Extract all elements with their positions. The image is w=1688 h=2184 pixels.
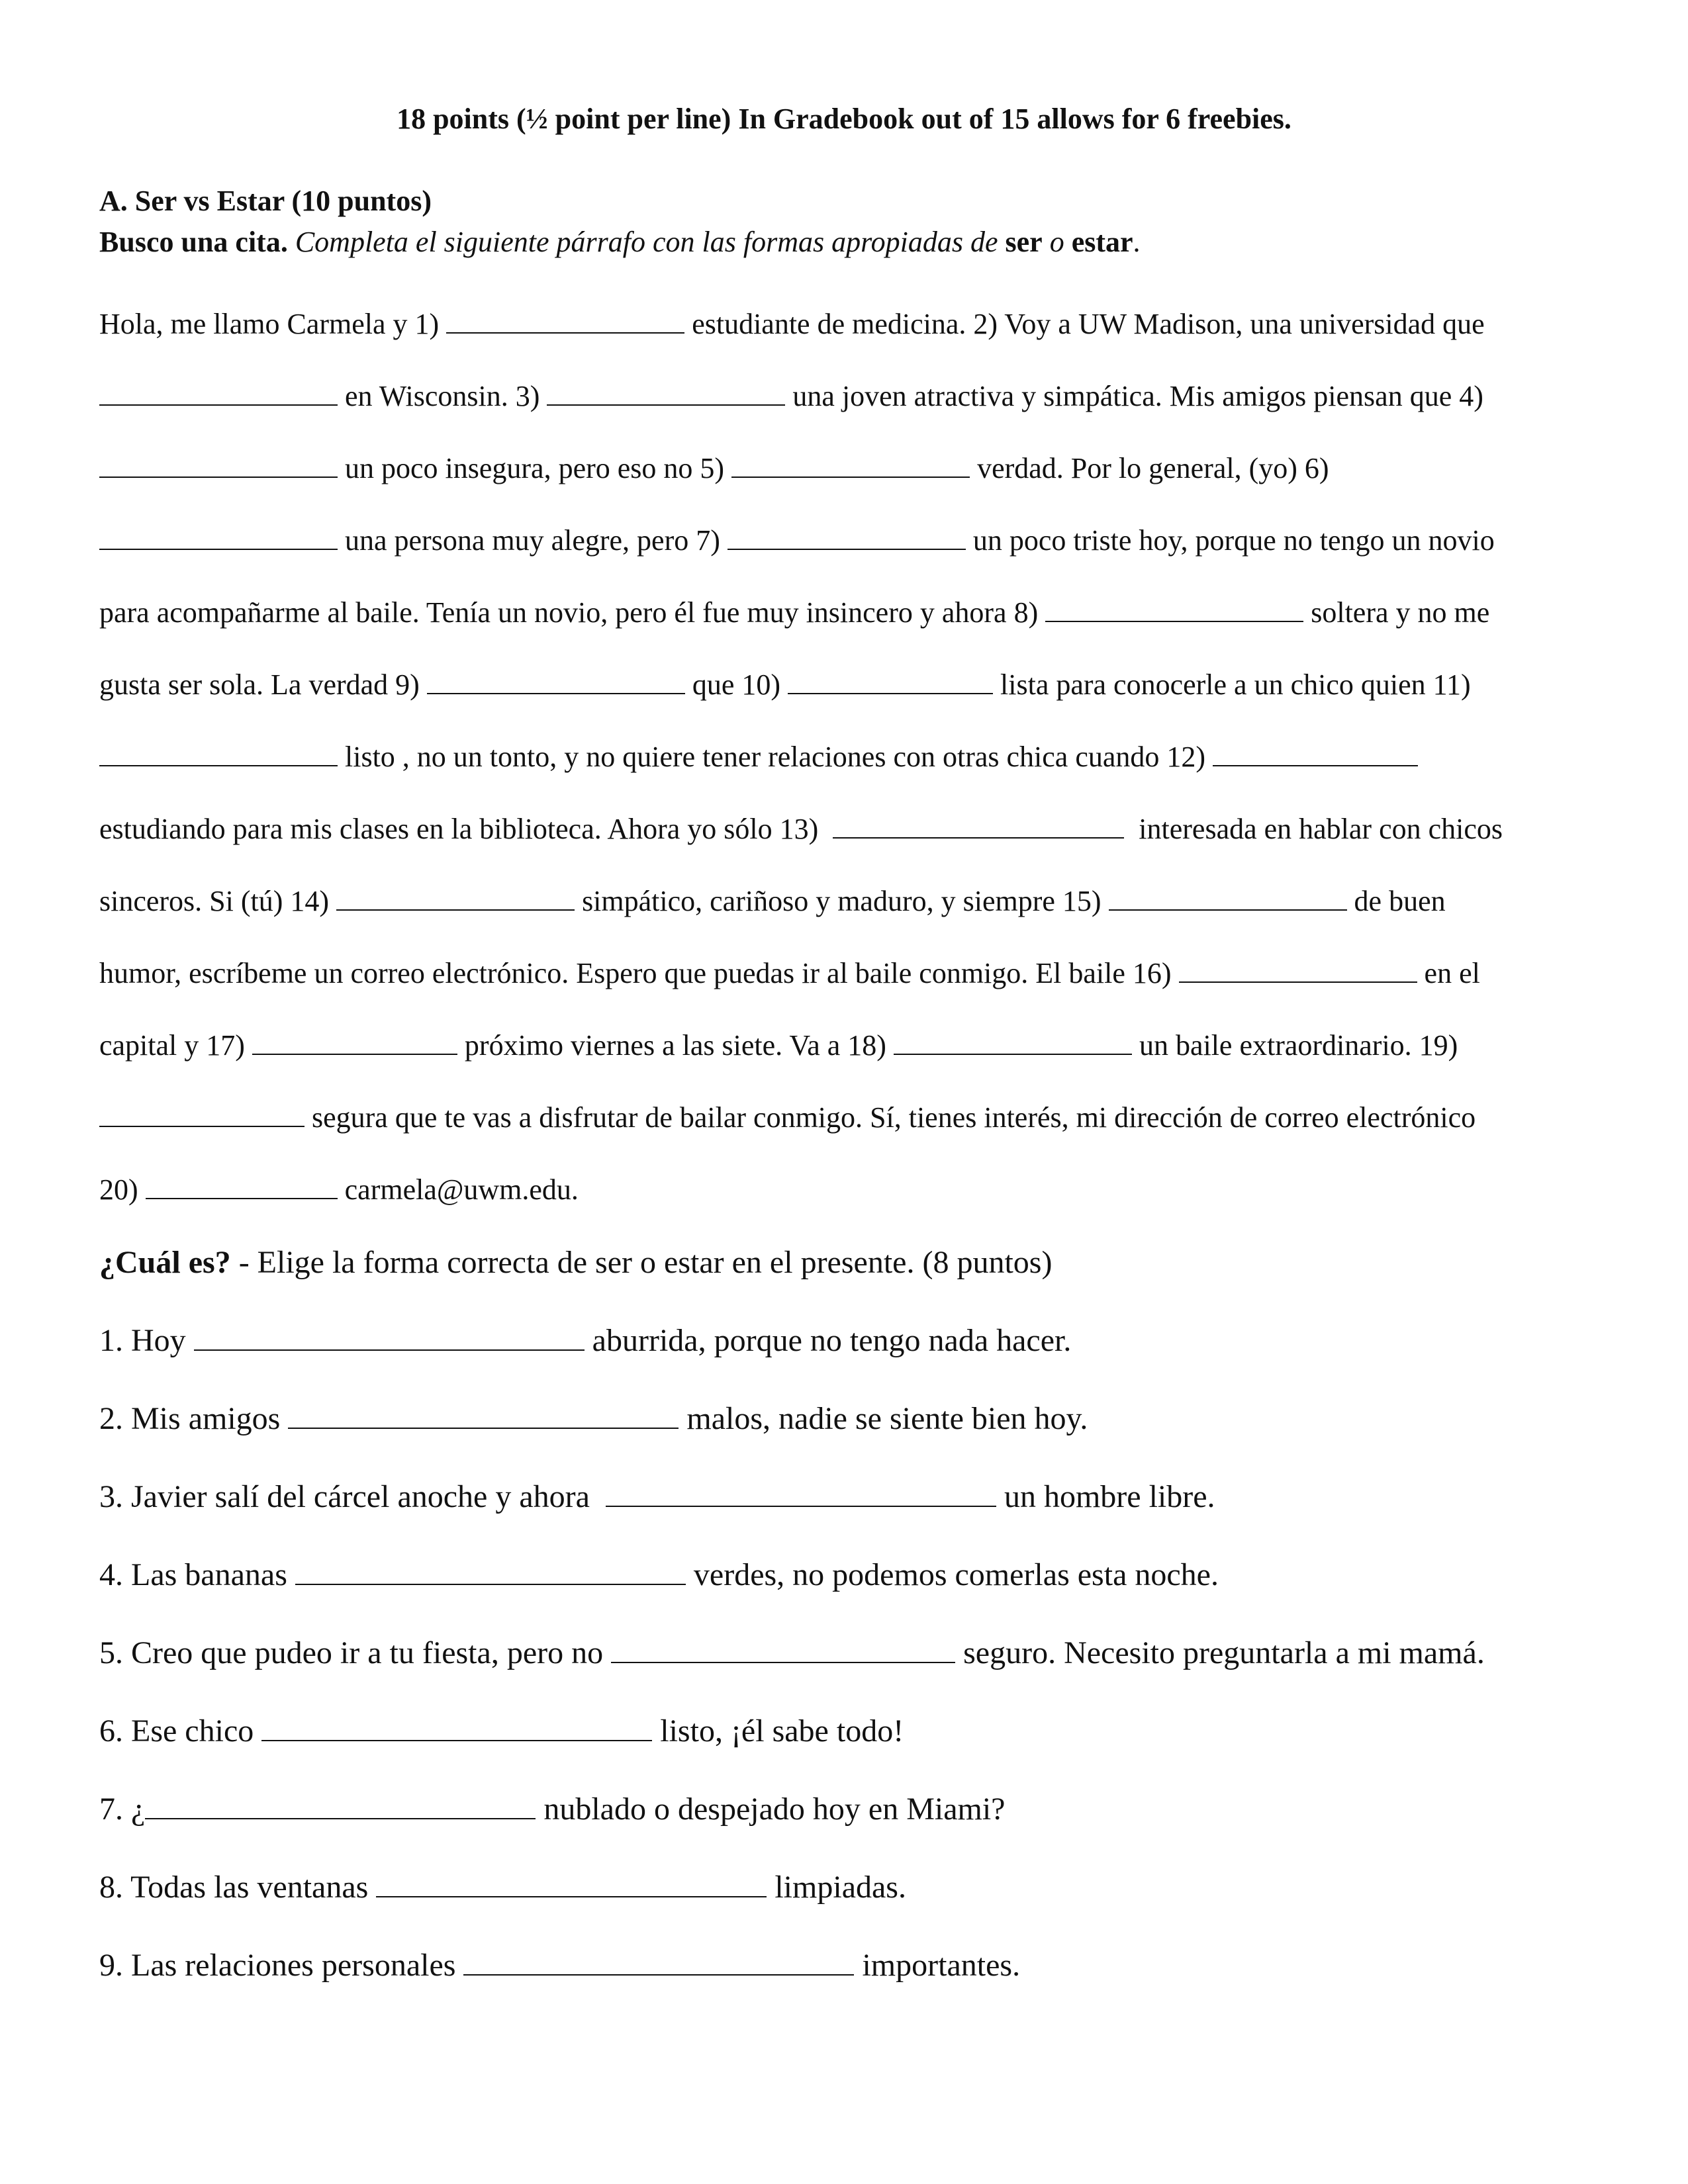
blank-16[interactable] — [1179, 955, 1417, 983]
question-7 — [99, 1791, 1589, 1828]
text: humor, escríbeme un correo electrónico. Espero que puedas ir al baile conmigo. El baile 16) — [99, 957, 1172, 989]
question-6 — [99, 1713, 1589, 1750]
text: 4. Las bananas — [99, 1557, 287, 1592]
text: Hola, me llamo Carmela y 1) — [99, 308, 440, 340]
text: malos, nadie se siente bien hoy. — [686, 1401, 1088, 1436]
text: 8. Todas las ventanas — [99, 1870, 369, 1905]
text: importantes. — [862, 1948, 1021, 1983]
text: próximo viernes a las siete. Va a 18) — [464, 1029, 886, 1062]
question-3 — [99, 1479, 1589, 1516]
text: lista para conocerle a un chico quien 11) — [1000, 668, 1471, 701]
text: verdad. Por lo general, (yo) 6) — [977, 452, 1329, 484]
answer-blank-6[interactable] — [261, 1713, 652, 1741]
paragraph-line-9 — [99, 883, 1589, 920]
blank-15[interactable] — [1109, 883, 1347, 911]
paragraph-line-4 — [99, 522, 1589, 559]
text: verdes, no podemos comerlas esta noche. — [693, 1557, 1219, 1592]
answer-blank-5[interactable] — [611, 1635, 955, 1663]
text: 9. Las relaciones personales — [99, 1948, 456, 1983]
ser-word: ser — [1005, 226, 1043, 258]
text: 7. ¿ — [99, 1792, 146, 1827]
grading-header: 18 points (½ point per line) In Gradebook out of 15 allows for 6 freebies. — [397, 103, 1291, 135]
text: un poco triste hoy, porque no tengo un novio — [972, 524, 1495, 557]
text: una joven atractiva y simpática. Mis amigos piensan que 4) — [792, 380, 1483, 412]
blank-20[interactable] — [146, 1171, 338, 1199]
text: que 10) — [692, 668, 781, 701]
section-b-title-rest: - Elige la forma correcta de ser o estar en el presente. (8 puntos) — [238, 1245, 1053, 1280]
paragraph-line-6 — [99, 666, 1589, 704]
blank-11[interactable] — [99, 739, 338, 766]
blank-19[interactable] — [99, 1099, 305, 1127]
text: en Wisconsin. 3) — [345, 380, 540, 412]
paragraph-line-2 — [99, 378, 1589, 415]
paragraph-line-5 — [99, 594, 1589, 631]
question-9 — [99, 1947, 1589, 1984]
blank-2[interactable] — [99, 378, 338, 406]
text: capital y 17) — [99, 1029, 245, 1062]
answer-blank-9[interactable] — [463, 1948, 854, 1976]
text: 2. Mis amigos — [99, 1401, 281, 1436]
text: aburrida, porque no tengo nada hacer. — [592, 1323, 1072, 1358]
or-word: o — [1049, 226, 1064, 258]
text: limpiadas. — [774, 1870, 906, 1905]
text: gusta ser sola. La verdad 9) — [99, 668, 420, 701]
section-a-title: A. Ser vs Estar (10 puntos) — [99, 185, 432, 217]
text: nublado o despejado hoy en Miami? — [543, 1792, 1006, 1827]
answer-blank-1[interactable] — [194, 1323, 585, 1351]
section-b-title-bold: ¿Cuál es? — [99, 1245, 231, 1280]
paragraph-line-7 — [99, 739, 1589, 776]
blank-3[interactable] — [547, 378, 785, 406]
question-2 — [99, 1400, 1589, 1437]
text: listo , no un tonto, y no quiere tener relaciones con otras chica cuando 12) — [345, 741, 1206, 773]
text: interesada en hablar con chicos — [1139, 813, 1503, 845]
section-b-title — [99, 1244, 1589, 1281]
text: de buen — [1354, 885, 1446, 917]
blank-13[interactable] — [833, 811, 1124, 839]
blank-4[interactable] — [99, 450, 338, 478]
blank-6[interactable] — [99, 522, 338, 550]
question-1 — [99, 1322, 1589, 1359]
text: un poco insegura, pero eso no 5) — [345, 452, 725, 484]
text: un baile extraordinario. 19) — [1139, 1029, 1458, 1062]
blank-8[interactable] — [1045, 594, 1303, 622]
text: segura que te vas a disfrutar de bailar conmigo. Sí, tienes interés, mi dirección de correo electrónico — [312, 1101, 1476, 1134]
blank-7[interactable] — [727, 522, 966, 550]
period: . — [1133, 226, 1141, 258]
blank-14[interactable] — [336, 883, 575, 911]
subtitle: Busco una cita. — [99, 226, 288, 258]
text: para acompañarme al baile. Tenía un novio, pero él fue muy insincero y ahora 8) — [99, 596, 1039, 629]
paragraph-line-13 — [99, 1171, 1589, 1208]
paragraph-line-12 — [99, 1099, 1589, 1136]
text: 6. Ese chico — [99, 1713, 254, 1749]
text: seguro. Necesito preguntarla a mi mamá. — [963, 1635, 1485, 1670]
paragraph-line-10 — [99, 955, 1589, 992]
blank-9[interactable] — [427, 666, 685, 694]
answer-blank-3[interactable] — [606, 1479, 996, 1507]
text: una persona muy alegre, pero 7) — [345, 524, 720, 557]
paragraph-line-3 — [99, 450, 1589, 487]
question-4 — [99, 1557, 1589, 1594]
blank-18[interactable] — [894, 1027, 1132, 1055]
paragraph-line-1 — [99, 306, 1589, 343]
answer-blank-8[interactable] — [376, 1870, 767, 1897]
blank-10[interactable] — [788, 666, 993, 694]
text: soltera y no me — [1311, 596, 1490, 629]
answer-blank-2[interactable] — [288, 1401, 679, 1429]
blank-1[interactable] — [446, 306, 684, 334]
text: carmela@uwm.edu. — [344, 1173, 579, 1206]
text: un hombre libre. — [1004, 1479, 1215, 1514]
paragraph-line-11 — [99, 1027, 1589, 1064]
estar-word: estar — [1071, 226, 1133, 258]
text: 5. Creo que pudeo ir a tu fiesta, pero no — [99, 1635, 604, 1670]
paragraph-line-8 — [99, 811, 1589, 848]
text: 3. Javier salí del cárcel anoche y ahora — [99, 1479, 590, 1514]
blank-17[interactable] — [252, 1027, 457, 1055]
text: estudiando para mis clases en la biblioteca. Ahora yo sólo 13) — [99, 813, 819, 845]
question-8 — [99, 1869, 1589, 1906]
text: 20) — [99, 1173, 138, 1206]
text: sinceros. Si (tú) 14) — [99, 885, 330, 917]
answer-blank-7[interactable] — [145, 1792, 536, 1819]
blank-5[interactable] — [731, 450, 970, 478]
instructions: Completa el siguiente párrafo con las formas apropiadas de — [295, 226, 998, 258]
blank-12[interactable] — [1213, 739, 1418, 766]
answer-blank-4[interactable] — [295, 1557, 686, 1585]
text: en el — [1424, 957, 1480, 989]
text: estudiante de medicina. 2) Voy a UW Madison, una universidad que — [692, 308, 1485, 340]
text: 1. Hoy — [99, 1323, 186, 1358]
section-a-instructions — [99, 224, 1589, 261]
text: listo, ¡él sabe todo! — [660, 1713, 904, 1749]
text: simpático, cariñoso y maduro, y siempre 15) — [582, 885, 1102, 917]
question-5 — [99, 1635, 1589, 1672]
